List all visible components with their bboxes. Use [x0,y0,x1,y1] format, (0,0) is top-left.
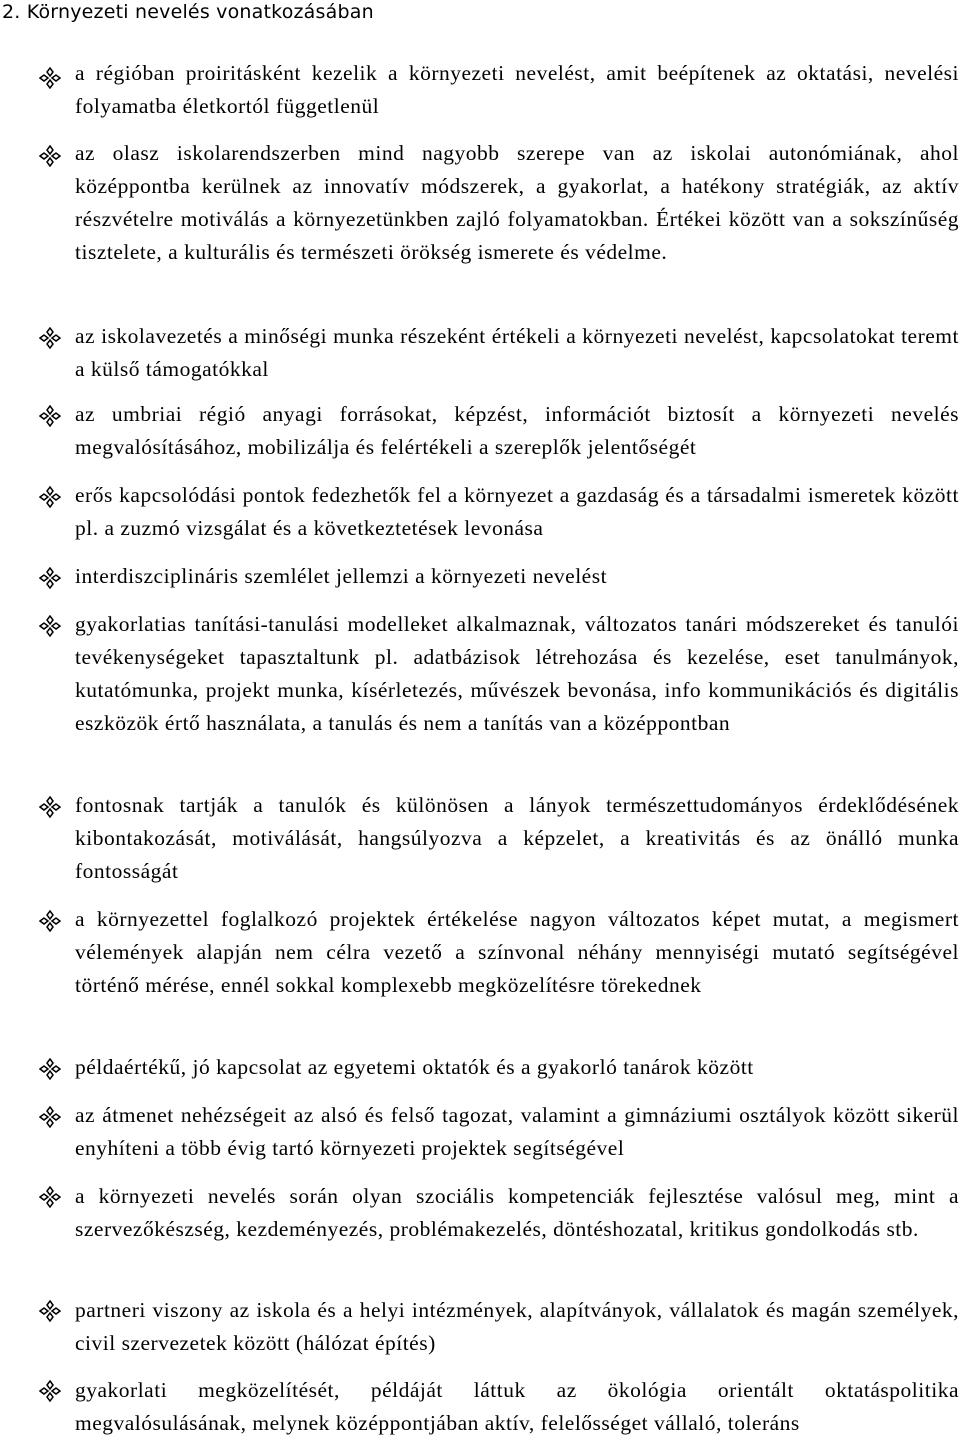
four-diamond-bullet-icon [39,567,61,589]
list-item-text: az umbriai régió anyagi forrásokat, képzést, információt biztosít a környezeti nevelés megvalósításához, mobilizálja és felértékeli a szereplők jelentőségét [75,402,959,459]
list-item-text: gyakorlatias tanítási-tanulási modelleket alkalmaznak, változatos tanári módszereket és tanulói tevékenységeket tapasztaltunk pl. adatbázisok létrehozása és kezelése, eset tanulmányok, kutatómunka, projekt munka, kísérletezés, művészek bevonása, info kommunikációs és digitális eszközök értő használata, a tanulás és nem a tanítás van a középpontban [75,612,959,735]
four-diamond-bullet-icon [39,1300,61,1322]
list-item-text: az olasz iskolarendszerben mind nagyobb szerepe van az iskolai autonómiának, ahol középpontba kerülnek az innovatív módszerek, a gyakorlat, a hatékony stratégiák, az aktív részvételre motiválás a környezetünkben zajló folyamatokban. Értékei között van a sokszínűség tisztelete, a kulturális és természeti örökség ismerete és védelme. [75,141,959,264]
four-diamond-bullet-icon [39,327,61,349]
four-diamond-bullet-icon [39,1186,61,1208]
four-diamond-bullet-icon [39,1380,61,1402]
four-diamond-bullet-icon [39,1106,61,1128]
list-item-text: interdiszciplináris szemlélet jellemzi a környezeti nevelést [75,564,608,588]
four-diamond-bullet-icon [39,910,61,932]
list-item-text: a régióban proiritásként kezelik a környezeti nevelést, amit beépítenek az oktatási, nevelési folyamatba életkortól függetlenül [75,61,959,118]
four-diamond-bullet-icon [39,486,61,508]
list-item-text: erős kapcsolódási pontok fedezhetők fel a környezet a gazdaság és a társadalmi ismeretek között pl. a zuzmó vizsgálat és a következtetések levonása [75,483,959,540]
list-item-text: példaértékű, jó kapcsolat az egyetemi oktatók és a gyakorló tanárok között [75,1055,754,1079]
four-diamond-bullet-icon [39,67,61,89]
four-diamond-bullet-icon [39,796,61,818]
four-diamond-bullet-icon [39,1058,61,1080]
list-item-text: a környezeti nevelés során olyan szociális kompetenciák fejlesztése valósul meg, mint a szervezőkészség, kezdeményezés, problémakezelés, döntéshozatal, kritikus gondolkodás stb. [75,1184,959,1241]
list-item-text: gyakorlati megközelítését, példáját láttuk az ökológia orientált oktatáspolitika megvalósulásának, melynek középpontjában aktív, felelősséget vállaló, toleráns [75,1378,959,1435]
list-item-text: partneri viszony az iskola és a helyi intézmények, alapítványok, vállalatok és magán személyek, civil szervezetek között (hálózat építés) [75,1298,959,1355]
section-heading: 2. Környezeti nevelés vonatkozásában [2,1,374,23]
list-item-text: fontosnak tartják a tanulók és különösen a lányok természettudományos érdeklődésének kibontakozását, motiválását, hangsúlyozva a képzelet, a kreativitás és az önálló munka fontosságát [75,793,959,883]
four-diamond-bullet-icon [39,145,61,167]
list-item-text: az átmenet nehézségeit az alsó és felső tagozat, valamint a gimnáziumi osztályok között sikerül enyhíteni a több évig tartó környezeti projektek segítségével [75,1103,959,1160]
four-diamond-bullet-icon [39,615,61,637]
list-item-text: az iskolavezetés a minőségi munka részeként értékeli a környezeti nevelést, kapcsolatokat teremt a külső támogatókkal [75,324,959,381]
list-item-text: a környezettel foglalkozó projektek értékelése nagyon változatos képet mutat, a megismert vélemények alapján nem célra vezető a színvonal néhány mennyiségi mutató segítségével történő mérése, ennél sokkal komplexebb megközelítésre törekednek [75,907,959,997]
four-diamond-bullet-icon [39,405,61,427]
